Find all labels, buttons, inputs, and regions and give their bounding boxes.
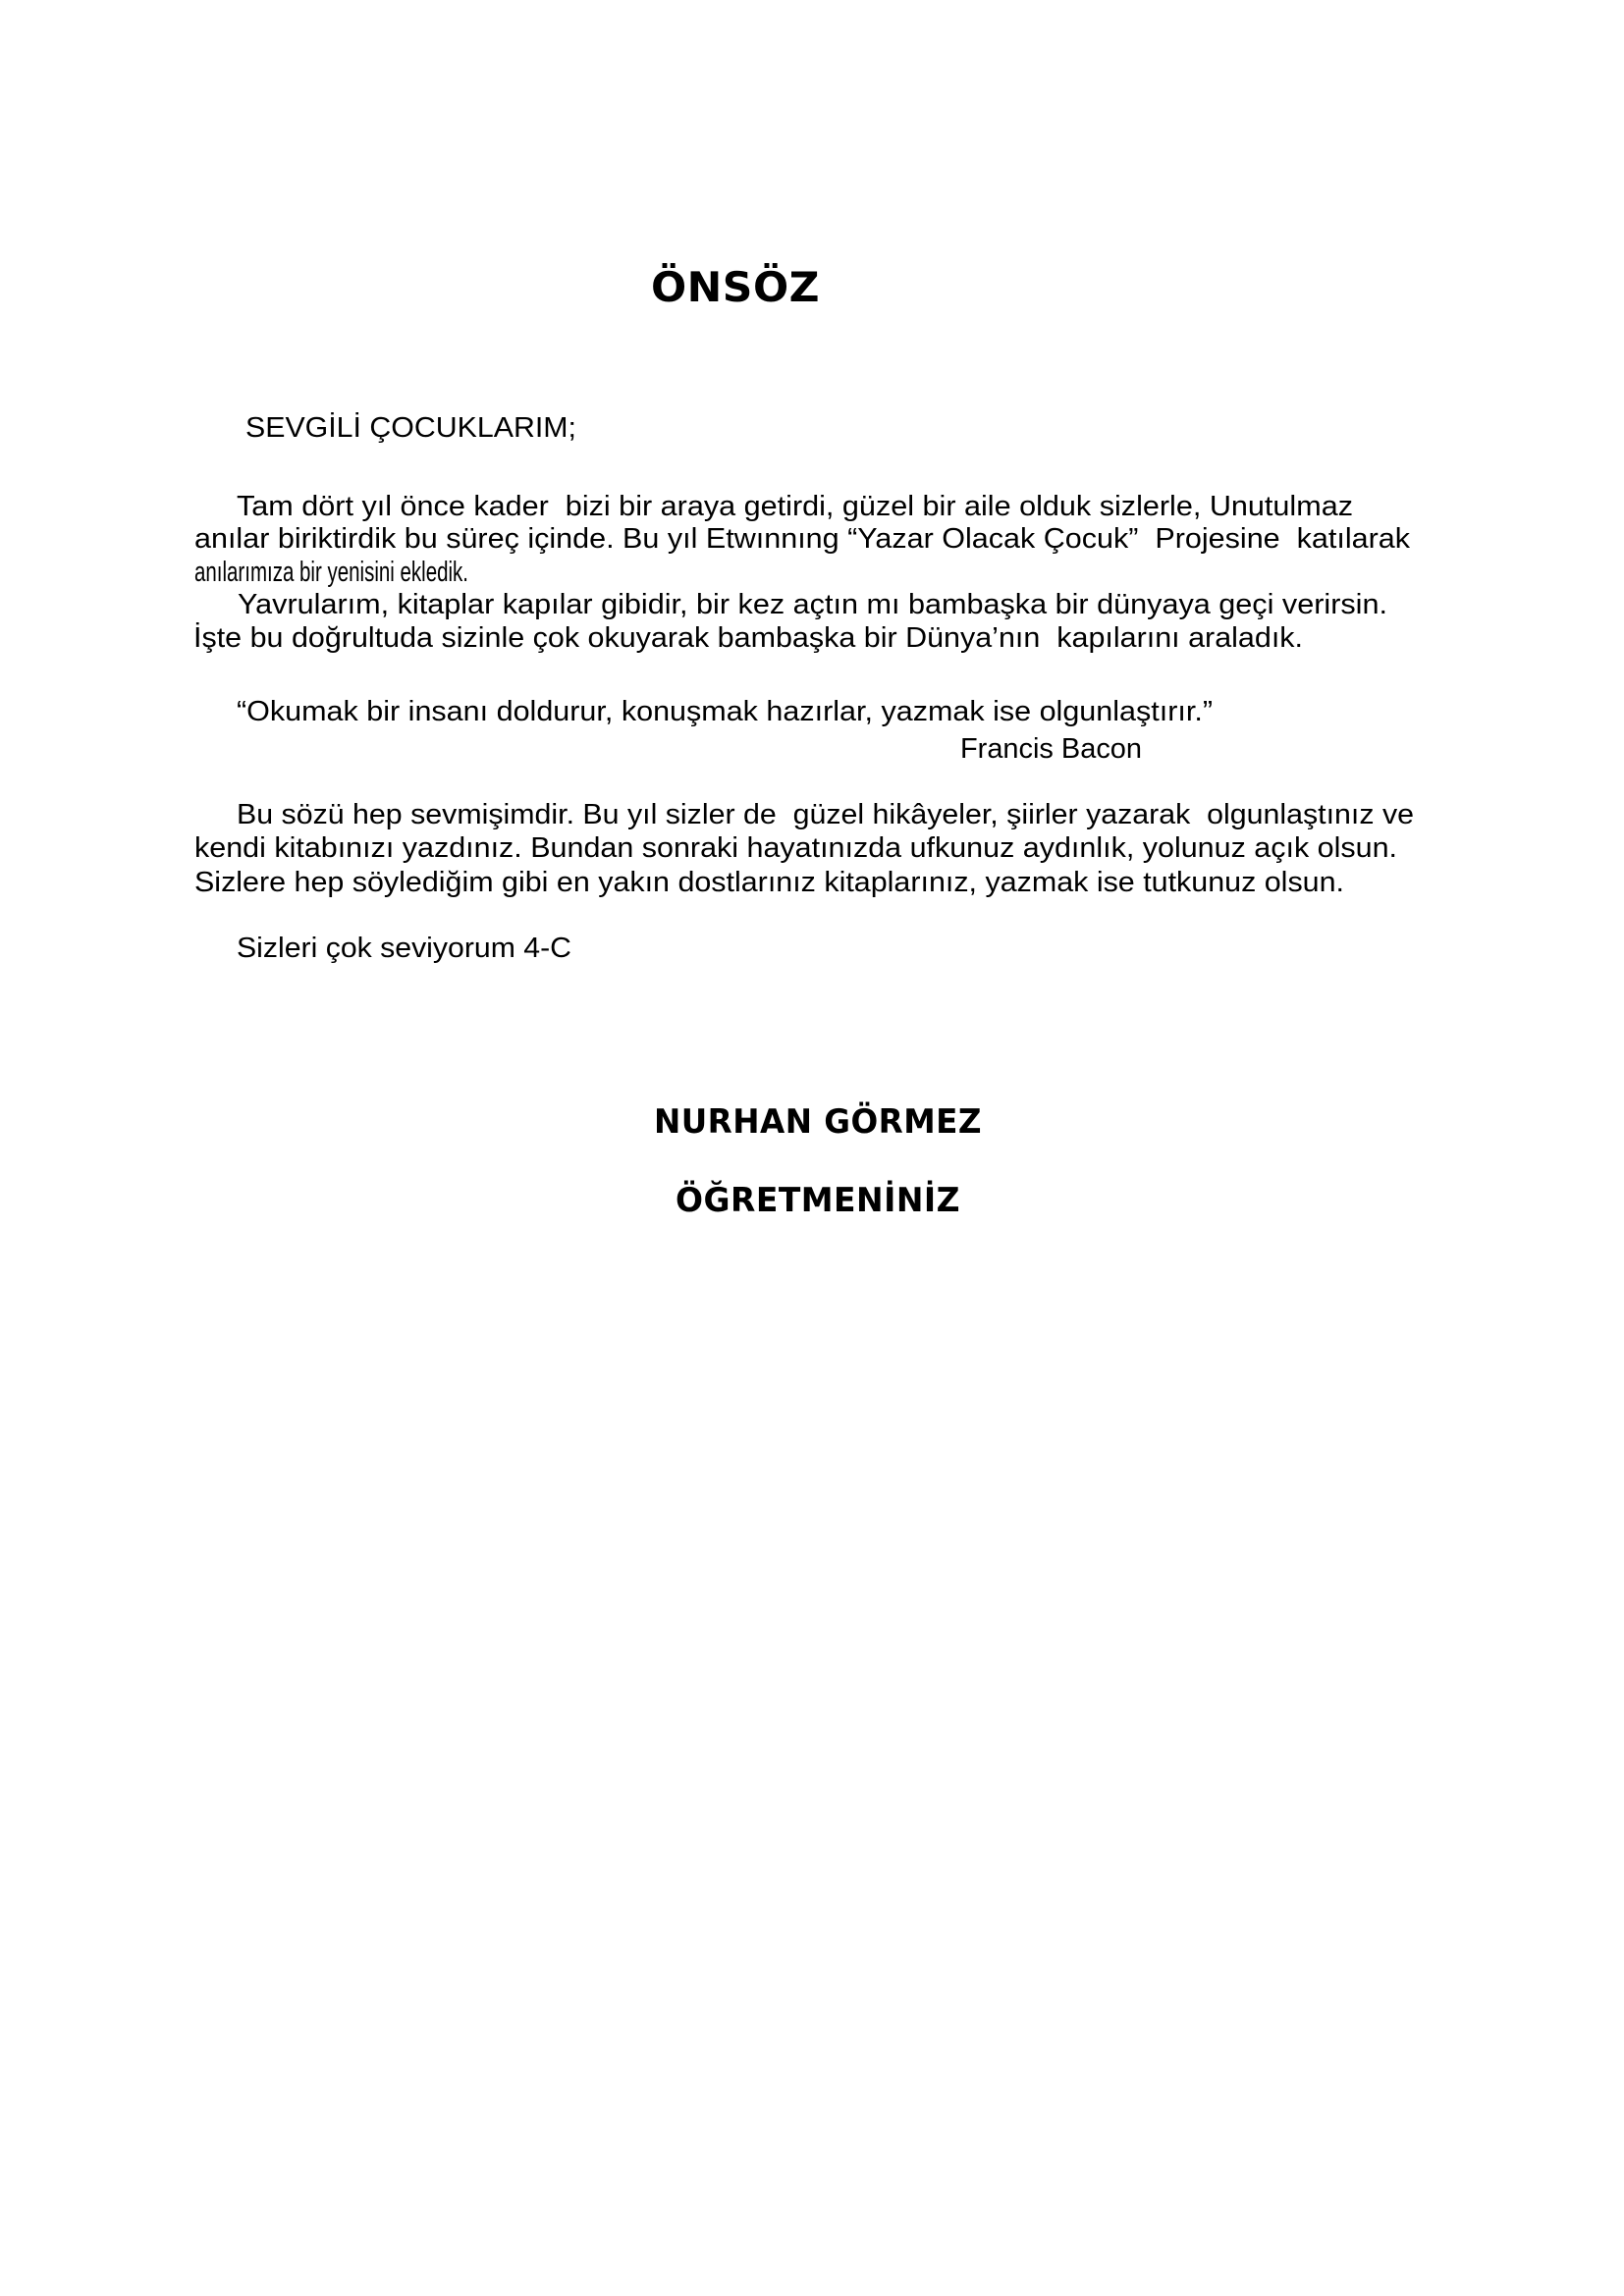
greeting: SEVGİLİ ÇOCUKLARIM; — [245, 412, 576, 445]
paragraph-1-line-2: anılar biriktirdik bu süreç içinde. Bu yıl Etwınnıng “Yazar Olacak Çocuk” Projesine katılarak — [194, 523, 1410, 556]
quote-author: Francis Bacon — [960, 733, 1142, 766]
paragraph-1-line-1: Tam dört yıl önce kader bizi bir araya getirdi, güzel bir aile olduk sizlerle, Unutulmaz — [237, 491, 1353, 523]
page-title: ÖNSÖZ — [651, 262, 820, 311]
paragraph-1-line-3: anılarımıza bir yenisini ekledik. — [194, 557, 468, 589]
quote-text: “Okumak bir insanı doldurur, konuşmak hazırlar, yazmak ise olgunlaştırır.” — [237, 696, 1213, 728]
signature-role: ÖĞRETMENİNİZ — [676, 1181, 960, 1221]
paragraph-2-line-1: Yavrularım, kitaplar kapılar gibidir, bir kez açtın mı bambaşka bir dünyaya geçi verirsin. — [238, 589, 1387, 621]
signature-name: NURHAN GÖRMEZ — [654, 1102, 982, 1143]
paragraph-3-line-1: Bu sözü hep sevmişimdir. Bu yıl sizler de güzel hikâyeler, şiirler yazarak olgunlaştınız ve — [237, 799, 1414, 831]
closing-line: Sizleri çok seviyorum 4-C — [237, 933, 571, 965]
paragraph-3-line-3: Sizlere hep söylediğim gibi en yakın dostlarınız kitaplarınız, yazmak ise tutkunuz olsun. — [194, 867, 1344, 899]
paragraph-2-line-2: İşte bu doğrultuda sizinle çok okuyarak bambaşka bir Dünya’nın kapılarını araladık. — [193, 622, 1303, 655]
paragraph-3-line-2: kendi kitabınızı yazdınız. Bundan sonraki hayatınızda ufkunuz aydınlık, yolunuz açık olsun. — [194, 832, 1397, 865]
